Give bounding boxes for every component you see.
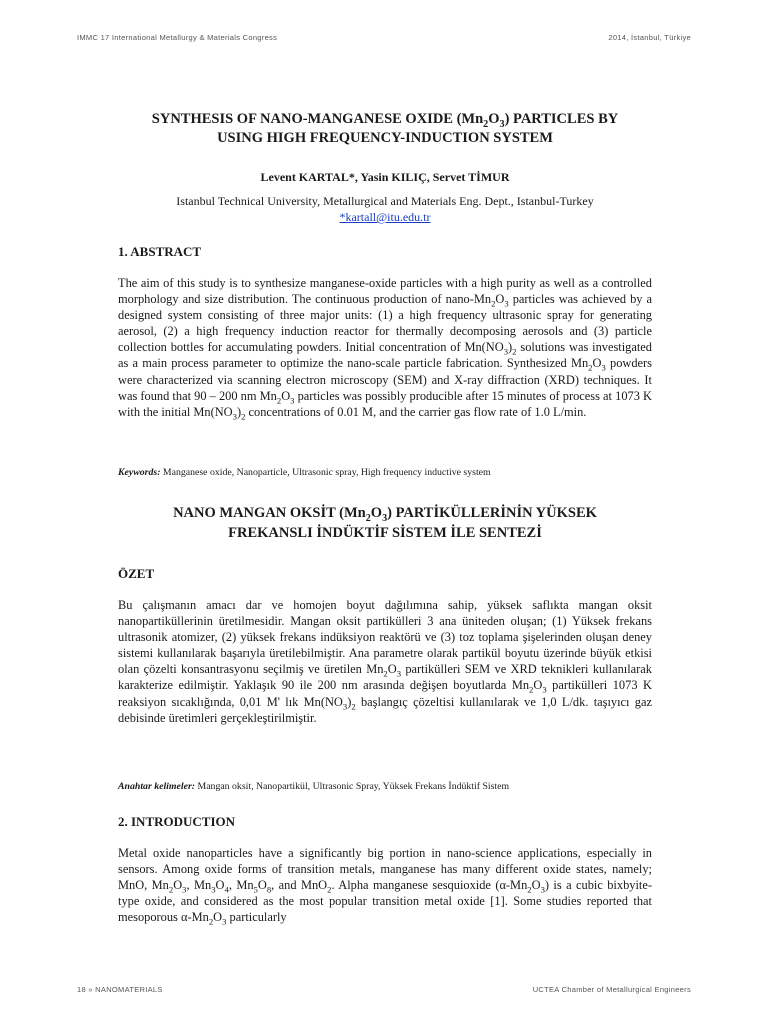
paper-title: SYNTHESIS OF NANO-MANGANESE OXIDE $(Mn_2O_3)$ PARTICLES BY USING HIGH FREQUENCY-INDUCTION SYSTEM [151, 111, 619, 146]
header-left: IMMC 17 International Metallurgy & Materials Congress [77, 33, 278, 42]
affiliation: Istanbul Technical University, Metallurgical and Materials Eng. Dept., Istanbul-Turkey *kartall@itu.edu.tr [176, 194, 594, 224]
footer-right: UCTEA Chamber of Metallurgical Engineers [532, 985, 691, 994]
running-footer [77, 985, 691, 994]
running-header [77, 33, 691, 42]
introduction-paragraph: Metal oxide nanoparticles have a significantly big portion in nano-science applications, especially in sensors. Among oxide forms of transition metals, manganese has many different oxide states, namely; MnO, $Mn_2O_3$, $Mn_3O_4$, $Mn_5O_8$, and MnO$_2$. Alpha manganese sesquioxide $(\alpha-Mn_2O_3)$ is a cubic bixbyite-type oxide, and considered as the most popular transition metal oxide [1]. Some studies reported that mesoporous $\alpha-Mn_2O_3$ particularly [118, 846, 652, 927]
header-right: 2014, İstanbul, Türkiye [608, 33, 691, 42]
abstract-paragraph: The aim of this study is to synthesize manganese-oxide particles with a high purity as well as a controlled morphology and size distribution. The continuous production of nano-$Mn_2O_3$ particles was achieved by a designed system consisting of three major units: (1) a high frequency ultrasonic spray for generating aerosol, (2) a high frequency induction reactor for thermally decomposing aerosols and (3) particle collection bottles for accumulating powders. Initial concentration of $Mn(NO_3)_2$ solutions was investigated as a main process parameter to optimize the nano-scale particle fabrication. Synthesized $Mn_2O_3$ powders were characterized via scanning electron microscopy (SEM) and X-ray diffraction (XRD) techniques. It was found that 90 – 200 nm $Mn_2O_3$ particles was possibly producible after 15 minutes of process at 1073 K with the initial $Mn(NO_3)_2$ concentrations of 0.01 M, and the carrier gas flow rate of 1.0 L/min. [118, 276, 653, 422]
turkish-title: NANO MANGAN OKSİT $(Mn_2O_3)$ PARTİKÜLLERİNİN YÜKSEK FREKANSLI İNDÜKTİF SİSTEM İLE SENTEZİ [173, 505, 597, 541]
anahtar-kelimeler: Anahtar kelimeler: Mangan oksit, Nanopartikül, Ultrasonic Spray, Yüksek Frekans İndüktif Sistem [118, 781, 510, 792]
section-heading-ozet: ÖZET [118, 566, 155, 581]
keywords: Keywords: Manganese oxide, Nanoparticle, Ultrasonic spray, High frequency inductive system [118, 467, 491, 478]
ozet-paragraph: Bu çalışmanın amacı dar ve homojen boyut dağılımına sahip, yüksek saflıkta mangan oksit nanopartiküllerinin üretilmesidir. Mangan oksit partikülleri 3 ana üniteden oluşan; (1) Yüksek frekans ultrasonik atomizer, (2) yüksek frekans indüksiyon reaktörü ve (3) toz toplama şişelerinden oluşan deney sistemi kullanılarak başarıyla üretilebilmiştir. Ana parametre olarak partikül boyutu üzerinde büyük etkisi olan çözelti konsantrasyonu seçilmiş ve üretilen $Mn_2O_3$ partikülleri SEM ve XRD teknikleri kullanılarak karakterize edilmiştir. Yaklaşık 90 ile 200 nm arasında değişen boyutlarda $Mn_2O_3$ partikülleri 1073 K reaksiyon sıcaklığında, 0,01 M' lık $Mn(NO_3)_2$ başlangıç çözeltisi kullanılarak ve 1,0 L/dk. taşıyıcı gaz debisinde üretimleri gerçekleştirilmiştir. [118, 598, 652, 725]
section-heading-abstract: 1. ABSTRACT [118, 244, 202, 259]
section-heading-introduction: 2. INTRODUCTION [118, 814, 236, 829]
footer-left: 18 » NANOMATERIALS [77, 985, 163, 994]
email-link[interactable]: *kartall@itu.edu.tr [339, 210, 431, 224]
authors: Levent KARTAL*, Yasin KILIÇ, Servet TİMUR [260, 170, 510, 184]
